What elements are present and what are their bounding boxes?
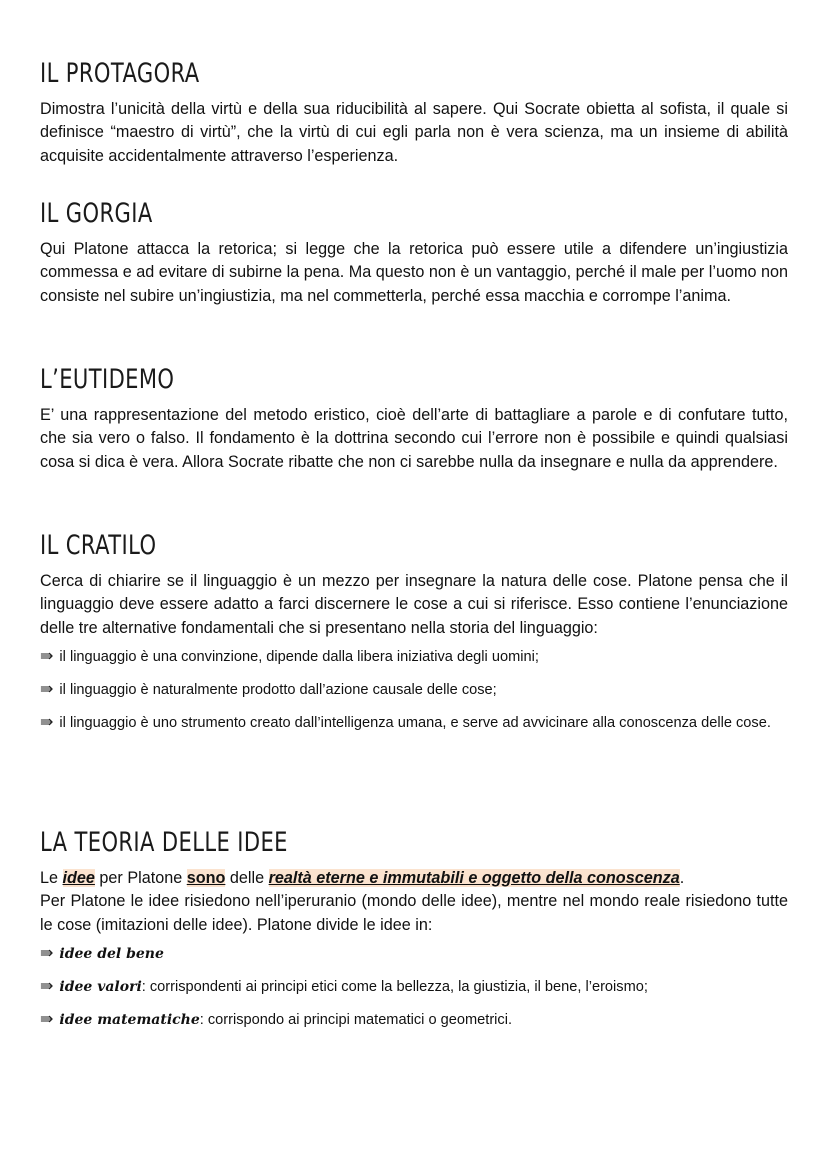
list-item	[40, 1007, 788, 1032]
section-title: LA TEORIA DELLE IDEE	[40, 827, 288, 858]
double-arrow-icon: ⇛	[40, 646, 54, 666]
section-text: E’ una rappresentazione del metodo eristico, cioè dell’arte di battagliare a parole e di confutare tutto, che sia vero o falso. Il fondamento è la dottrina secondo cui l’errore non è possibile e quindi qualsiasi cosa si dica è vera. Allora Socrate ribatte che non ci sarebbe nulla da insegnare e nulla da apprendere.	[40, 406, 788, 471]
list-item-text: il linguaggio è uno strumento creato dall’intelligenza umana, e serve ad avvicinare alla conoscenza delle cose.	[59, 715, 771, 732]
section-protagora	[40, 56, 788, 168]
highlight-realta: realtà eterne e immutabili e oggetto della conoscenza	[268, 869, 680, 887]
highlight-idee: idee	[62, 869, 95, 887]
highlight-sono: sono	[186, 869, 226, 887]
intro-text: delle	[225, 869, 269, 887]
idee-intro	[40, 867, 788, 890]
list-item	[40, 677, 788, 702]
double-arrow-icon: ⇛	[40, 712, 54, 732]
section-text: Qui Platone attacca la retorica; si legge che la retorica può essere utile a difendere un’ingiustizia commessa e ad evitare di subirne la pena. Ma questo non è un vantaggio, perché il male per l’uomo non consiste nel subire un’ingiustizia, ma nel commetterla, perché essa macchia e corrompe l’anima.	[40, 240, 788, 305]
list-item-label: idee del bene	[59, 946, 164, 963]
section-title: IL PROTAGORA	[40, 58, 200, 89]
list-item	[40, 644, 788, 669]
section-teoria-idee	[40, 825, 788, 1032]
intro-text: per Platone	[94, 869, 187, 887]
section-title: L’EUTIDEMO	[40, 364, 175, 395]
list-item	[40, 941, 788, 966]
list-item	[40, 710, 788, 735]
list-item-label: idee valori	[59, 979, 142, 996]
section-cratilo	[40, 528, 788, 735]
double-arrow-icon: ⇛	[40, 943, 54, 963]
idee-list	[40, 941, 788, 1032]
section-title: IL CRATILO	[40, 530, 157, 561]
list-item	[40, 974, 788, 999]
section-text: Per Platone le idee risiedono nell’iperuranio (mondo delle idee), mentre nel mondo reale risiedono tutte le cose (imitazioni delle idee). Platone divide le idee in:	[40, 892, 788, 934]
intro-text: Le	[40, 869, 63, 887]
intro-text: .	[679, 869, 685, 887]
section-title: IL GORGIA	[40, 198, 153, 229]
list-item-text: il linguaggio è naturalmente prodotto dall’azione causale delle cose;	[59, 682, 497, 699]
double-arrow-icon: ⇛	[40, 1009, 54, 1029]
section-gorgia	[40, 196, 788, 308]
section-text: Cerca di chiarire se il linguaggio è un mezzo per insegnare la natura delle cose. Platone pensa che il linguaggio deve essere adatto a farci discernere le cose a cui si riferisce. Esso contiene l’enunciazione delle tre alternative fondamentali che si presentano nella storia del linguaggio:	[40, 572, 788, 637]
section-eutidemo	[40, 362, 788, 474]
cratilo-list	[40, 644, 788, 735]
list-item-label: idee matematiche	[59, 1012, 200, 1029]
list-item-text: il linguaggio è una convinzione, dipende dalla libera iniziativa degli uomini;	[59, 649, 539, 666]
double-arrow-icon: ⇛	[40, 976, 54, 996]
list-item-desc: : corrispondenti ai principi etici come la bellezza, la giustizia, il bene, l’eroismo;	[141, 979, 648, 996]
section-text: Dimostra l’unicità della virtù e della sua riducibilità al sapere. Qui Socrate obietta al sofista, il quale si definisce “maestro di virtù”, che la virtù di cui egli parla non è vera scienza, ma un insieme di abilità acquisite accidentalmente attraverso l’esperienza.	[40, 100, 788, 165]
list-item-desc: : corrispondo ai principi matematici o geometrici.	[199, 1012, 513, 1029]
double-arrow-icon: ⇛	[40, 679, 54, 699]
